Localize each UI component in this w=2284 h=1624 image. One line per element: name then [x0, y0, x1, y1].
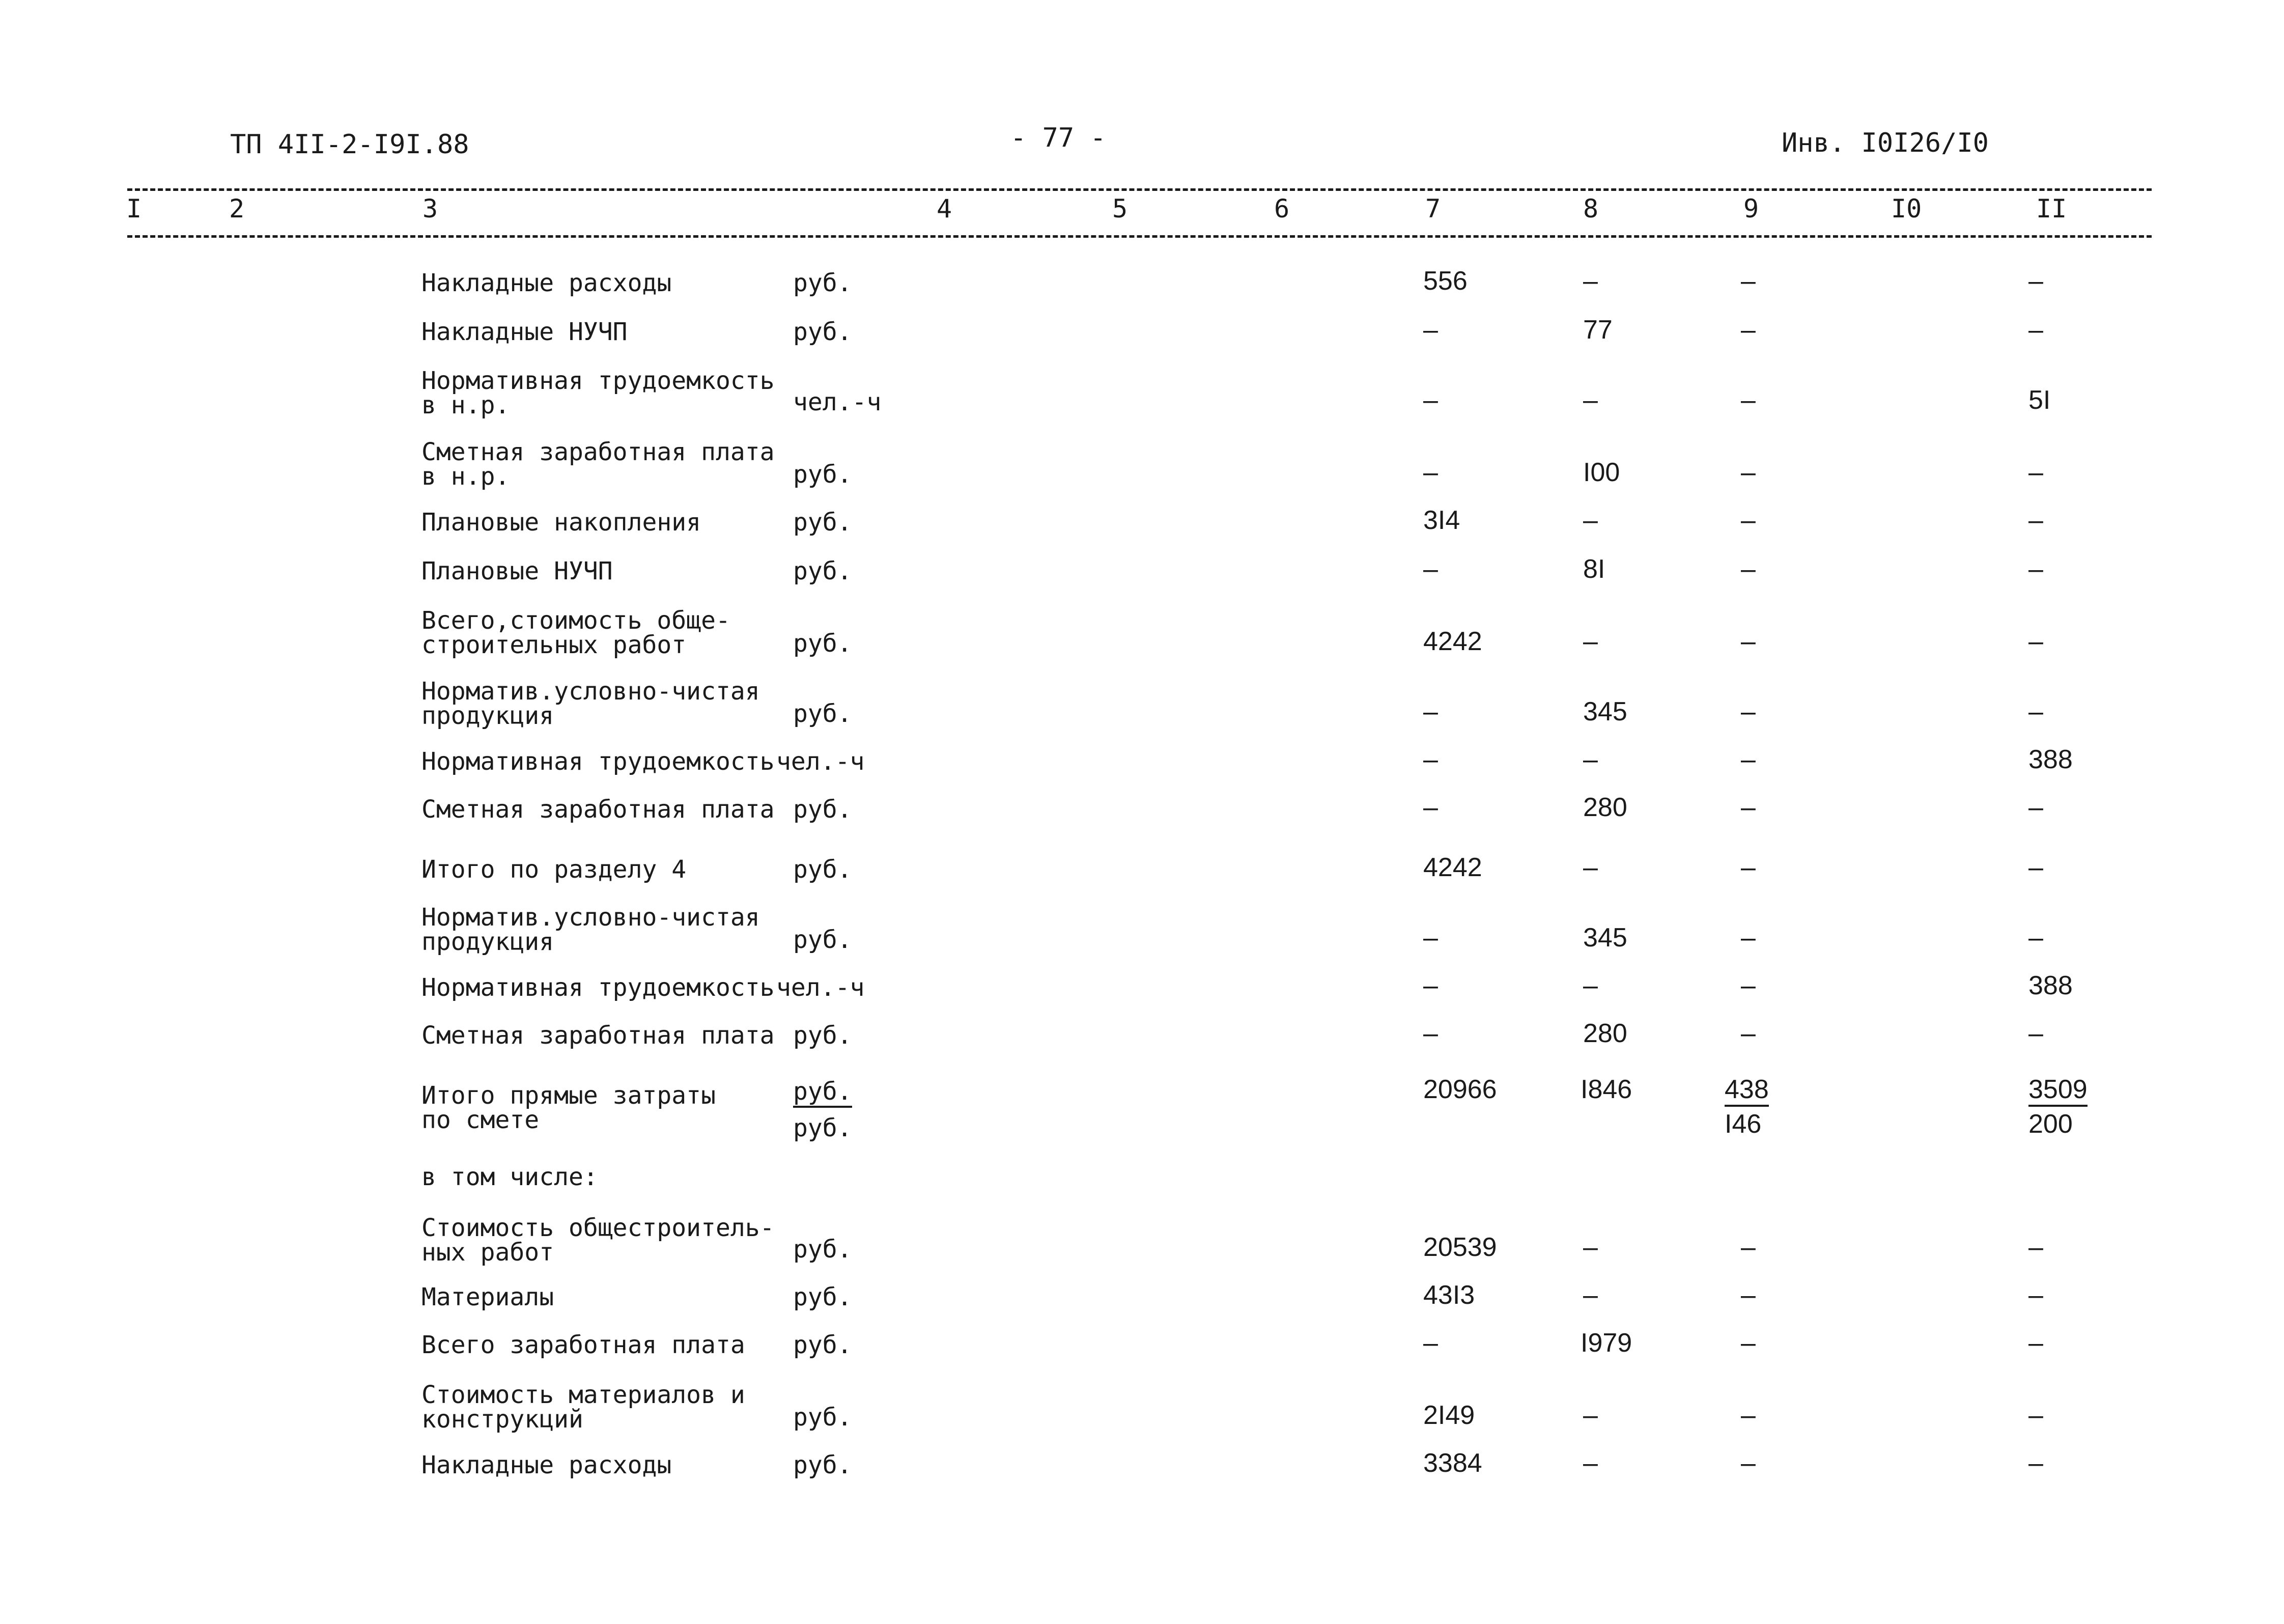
cell-col9: –	[1741, 745, 1756, 774]
cell-col7: 2I49	[1423, 1401, 1475, 1430]
row-label: Сметная заработная плата в н.р.	[421, 438, 775, 491]
cell-col9: –	[1741, 1233, 1756, 1262]
row-unit: руб.	[793, 1021, 852, 1050]
cell-col7: –	[1423, 697, 1438, 726]
table-top-rule	[127, 188, 2152, 191]
row-label: Итого по разделу 4	[421, 855, 687, 884]
row-unit: руб.	[793, 460, 852, 489]
totals-col9-top-text: 438	[1725, 1076, 1769, 1107]
cell-col7: 3I4	[1423, 506, 1460, 535]
row-label: Нормативная трудоемкость в н.р.	[421, 367, 775, 419]
cell-col7: –	[1423, 971, 1438, 1000]
cell-col9: –	[1741, 1280, 1756, 1310]
cell-col7: –	[1423, 1328, 1438, 1358]
row-label: Стоимость материалов и конструкций	[421, 1381, 745, 1434]
row-unit: руб.	[793, 269, 852, 297]
column-number-1: I	[126, 194, 142, 223]
cell-col8: –	[1583, 1233, 1598, 1262]
row-label: Норматив.условно-чистая продукция	[421, 903, 760, 956]
cell-col7: –	[1423, 554, 1438, 584]
cell-col7: 20539	[1423, 1233, 1497, 1262]
cell-col9: –	[1741, 793, 1756, 822]
row-unit: руб.	[793, 795, 852, 824]
totals-col9-bottom: I46	[1725, 1109, 1762, 1139]
cell-col7: 4242	[1423, 627, 1482, 656]
row-label: Материалы	[421, 1283, 554, 1311]
row-unit: руб.	[793, 629, 852, 658]
row-label: Всего заработная плата	[421, 1331, 745, 1359]
cell-col8: 280	[1583, 1019, 1627, 1048]
cell-col7: –	[1423, 793, 1438, 822]
column-number-6: 6	[1274, 194, 1290, 223]
cell-col8: 280	[1583, 793, 1627, 822]
row-unit: руб.	[793, 1235, 852, 1264]
cell-col8: –	[1583, 1401, 1598, 1430]
row-label: Всего,стоимость обще- строительных работ	[421, 606, 730, 659]
row-unit: чел.-ч	[793, 388, 882, 416]
cell-col11: –	[2028, 853, 2043, 882]
cell-col9: –	[1741, 923, 1756, 953]
cell-col9: –	[1741, 266, 1756, 296]
row-unit: руб.	[793, 699, 852, 728]
cell-col8: 345	[1583, 923, 1627, 953]
cell-col9: –	[1741, 627, 1756, 656]
cell-col8: –	[1583, 853, 1598, 882]
cell-col9: –	[1741, 1448, 1756, 1478]
row-label: Сметная заработная плата	[421, 795, 775, 824]
cell-col11: –	[2028, 1280, 2043, 1310]
inventory-number: Инв. I0I26/I0	[1782, 128, 1989, 158]
cell-col8: 345	[1583, 697, 1627, 726]
row-label: Нормативная трудоемкость	[421, 747, 775, 776]
column-number-11: II	[2036, 194, 2067, 223]
cell-col8: –	[1583, 745, 1598, 774]
cell-col7: –	[1423, 923, 1438, 953]
cell-col8: –	[1583, 971, 1598, 1000]
cell-col11: –	[2028, 1401, 2043, 1430]
column-number-10: I0	[1891, 194, 1922, 223]
cell-col8: 77	[1583, 315, 1613, 345]
cell-col11: –	[2028, 554, 2043, 584]
cell-col7: –	[1423, 745, 1438, 774]
cell-col9: –	[1741, 506, 1756, 535]
column-number-9: 9	[1743, 194, 1759, 223]
cell-col8: –	[1583, 385, 1598, 415]
cell-col7: –	[1423, 315, 1438, 345]
column-number-3: 3	[422, 194, 438, 223]
table-header-rule	[127, 235, 2152, 238]
cell-col9: –	[1741, 554, 1756, 584]
cell-col7: 3384	[1423, 1448, 1482, 1478]
row-label: Сметная заработная плата	[421, 1021, 775, 1050]
cell-col8: –	[1583, 1280, 1598, 1310]
cell-col8: I00	[1583, 458, 1620, 487]
cell-col9: –	[1741, 315, 1756, 345]
cell-col8: –	[1583, 1448, 1598, 1478]
cell-col7: –	[1423, 458, 1438, 487]
row-unit: чел.-ч	[776, 747, 865, 776]
cell-col11: –	[2028, 458, 2043, 487]
cell-col11: –	[2028, 1328, 2043, 1358]
cell-col7: 4242	[1423, 853, 1482, 882]
row-label: Плановые НУЧП	[421, 557, 613, 585]
column-number-7: 7	[1425, 194, 1441, 223]
page-number: - 77 -	[1010, 123, 1106, 153]
totals-col11-bottom: 200	[2028, 1109, 2073, 1139]
cell-col11: –	[2028, 627, 2043, 656]
cell-col9: –	[1741, 458, 1756, 487]
column-number-8: 8	[1583, 194, 1599, 223]
totals-unit-top	[793, 1079, 852, 1108]
totals-col9-top	[1725, 1076, 1769, 1107]
row-label: Норматив.условно-чистая продукция	[421, 677, 760, 730]
cell-col8: –	[1583, 627, 1598, 656]
cell-col11: 388	[2028, 745, 2073, 774]
row-unit: руб.	[793, 1283, 852, 1311]
cell-col9: –	[1741, 385, 1756, 415]
cell-col11: –	[2028, 506, 2043, 535]
row-label: Накладные НУЧП	[421, 318, 628, 346]
cell-col11: 5I	[2028, 385, 2051, 415]
row-unit: руб.	[793, 855, 852, 884]
column-number-4: 4	[937, 194, 952, 223]
cell-col11: –	[2028, 266, 2043, 296]
totals-col11-top-text: 3509	[2028, 1076, 2088, 1107]
cell-col7: 556	[1423, 266, 1468, 296]
row-label: Накладные расходы	[421, 269, 672, 297]
cell-col9: –	[1741, 1019, 1756, 1048]
cell-col11: –	[2028, 697, 2043, 726]
column-number-2: 2	[229, 194, 245, 223]
totals-unit-top-text: руб.	[793, 1079, 852, 1108]
totals-col8: I846	[1581, 1075, 1632, 1104]
row-label: Плановые накопления	[421, 508, 701, 537]
cell-col9: –	[1741, 697, 1756, 726]
row-unit: руб.	[793, 1403, 852, 1432]
cell-col7: 43I3	[1423, 1280, 1475, 1310]
row-unit: руб.	[793, 318, 852, 346]
row-label: Стоимость общестроитель- ных работ	[421, 1214, 775, 1267]
cell-col8: 8I	[1583, 554, 1605, 584]
cell-col7: –	[1423, 385, 1438, 415]
cell-col11: –	[2028, 1233, 2043, 1262]
row-unit: руб.	[793, 508, 852, 537]
cell-col9: –	[1741, 853, 1756, 882]
cell-col8: –	[1583, 506, 1598, 535]
row-unit: руб.	[793, 1451, 852, 1479]
cell-col11: –	[2028, 1448, 2043, 1478]
row-unit: руб.	[793, 1331, 852, 1359]
totals-unit-bottom: руб.	[793, 1114, 852, 1142]
cell-col9: –	[1741, 1328, 1756, 1358]
row-unit: чел.-ч	[776, 973, 865, 1002]
column-number-5: 5	[1112, 194, 1128, 223]
cell-col11: 388	[2028, 971, 2073, 1000]
row-label: Нормативная трудоемкость	[421, 973, 775, 1002]
cell-col11: –	[2028, 923, 2043, 953]
cell-col8: –	[1583, 266, 1598, 296]
cell-col11: –	[2028, 315, 2043, 345]
cell-col9: –	[1741, 971, 1756, 1000]
cell-col11: –	[2028, 793, 2043, 822]
totals-label: Итого прямые затраты по смете	[421, 1081, 716, 1134]
document-code: ТП 4II-2-I9I.88	[230, 129, 469, 160]
cell-col8: I979	[1581, 1328, 1632, 1358]
row-unit: руб.	[793, 557, 852, 585]
cell-col11: –	[2028, 1019, 2043, 1048]
including-label: в том числе:	[421, 1163, 598, 1191]
totals-col7: 20966	[1423, 1075, 1497, 1104]
row-label: Накладные расходы	[421, 1451, 672, 1479]
cell-col7: –	[1423, 1019, 1438, 1048]
cell-col9: –	[1741, 1401, 1756, 1430]
totals-col11-top	[2028, 1076, 2088, 1107]
row-unit: руб.	[793, 926, 852, 954]
